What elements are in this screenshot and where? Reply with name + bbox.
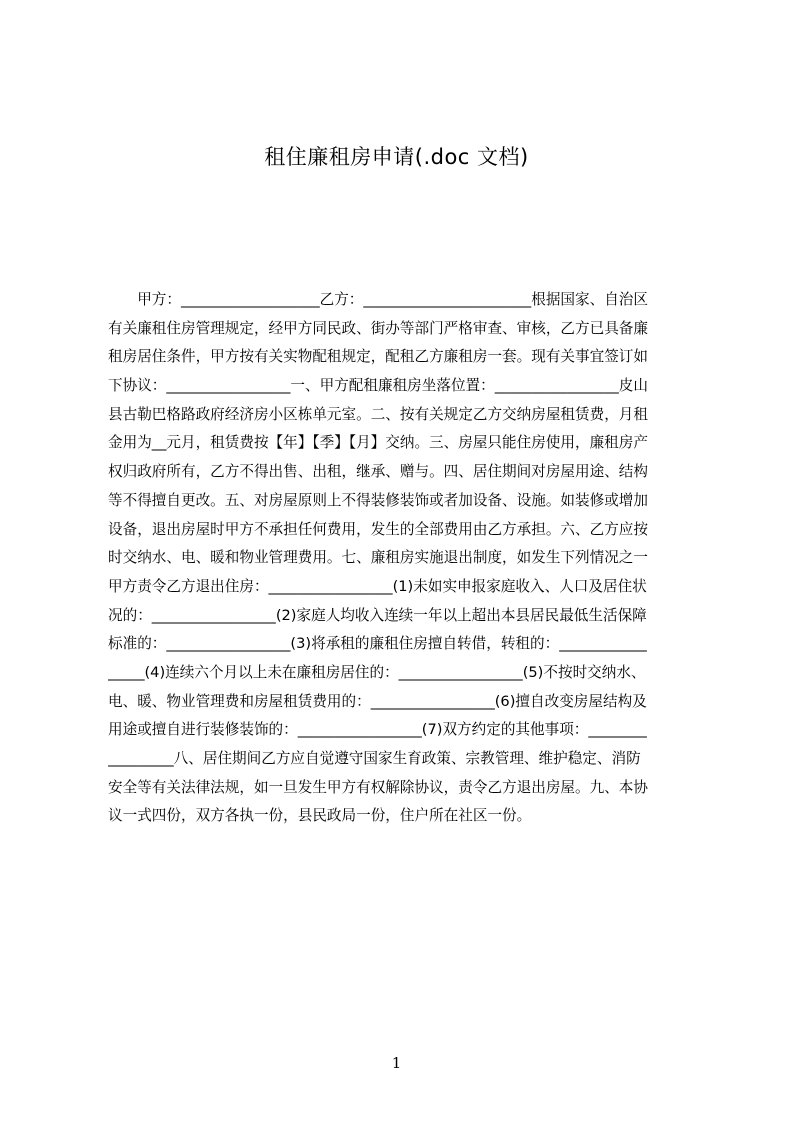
body-line: 下协议：_________________一、甲方配租廉租房坐落位置：_________________皮山 [108, 377, 648, 395]
body-line: 安全等有关法律法规，如一旦发生甲方有权解除协议，责令乙方退出房屋。九、本协 [108, 778, 648, 796]
body-line: 权归政府所有，乙方不得出售、出租，继承、赠与。四、居住期间对房屋用途、结构 [108, 463, 648, 481]
body-line: 金用为__元月，租赁费按【年】【季】【月】交纳。三、房屋只能住房使用，廉租房产 [108, 434, 648, 452]
body-line: 况的：_________________(2)家庭人均收入连续一年以上超出本县居民最低生活保障 [108, 606, 647, 624]
body-line: _________八、居住期间乙方应自觉遵守国家生育政策、宗教管理、维护稳定、消防 [108, 750, 641, 767]
body-line: _____(4)连续六个月以上未在廉租房居住的：_________________(5)不按时交纳水、 [108, 663, 646, 681]
body-line: 甲方责令乙方退出住房：_________________(1)未如实申报家庭收入、人口及居住状 [108, 577, 647, 595]
body-line: 甲方：___________________乙方：_______________________根据国家、自治区 [108, 291, 648, 308]
document-body [108, 286, 698, 831]
body-line: 有关廉租住房管理规定，经甲方同民政、街办等部门严格审查、审核，乙方已具备廉 [108, 319, 648, 337]
document-title: 租住廉租房申请(.doc 文档) [264, 145, 529, 169]
body-line: 县古勒巴格路政府经济房小区栋单元室。二、按有关规定乙方交纳房屋租赁费，月租 [108, 405, 648, 423]
body-line: 租房居住条件，甲方按有关实物配租规定，配租乙方廉租房一套。现有关事宜签订如 [108, 348, 648, 366]
body-line: 电、暖、物业管理费和房屋租赁费用的：_________________(6)擅自改变房屋结构及 [108, 692, 647, 710]
body-line: 设备，退出房屋时甲方不承担任何费用，发生的全部费用由乙方承担。六、乙方应按 [108, 520, 648, 538]
body-line: 等不得擅自更改。五、对房屋原则上不得装修装饰或者加设备、设施。如装修或增加 [108, 491, 648, 509]
body-line: 议一式四份，双方各执一份，县民政局一份，住户所在社区一份。 [108, 807, 532, 825]
page-number: 1 [391, 1054, 402, 1072]
body-line: 时交纳水、电、暖和物业管理费用。七、廉租房实施退出制度，如发生下列情况之一 [108, 549, 648, 567]
body-line: 用途或擅自进行装修装饰的：_________________(7)双方约定的其他事项：________ [108, 721, 647, 739]
body-line: 标准的：_________________(3)将承租的廉租住房擅自转借，转租的：____________ [108, 635, 647, 653]
